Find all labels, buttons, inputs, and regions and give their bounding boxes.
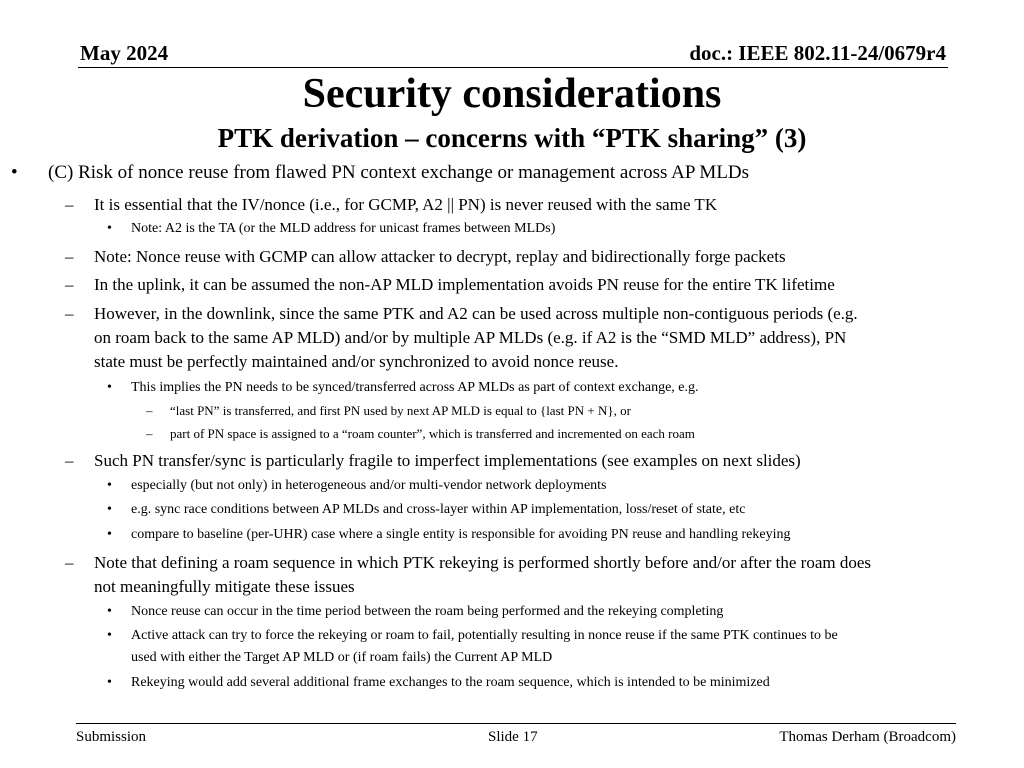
- header-doc-id: doc.: IEEE 802.11-24/0679r4: [689, 41, 946, 65]
- bullet-l1: Note that defining a roam sequence in which PTK rekeying is performed shortly before and/or after the roam does: [94, 553, 872, 572]
- bullet-l2: especially (but not only) in heterogeneous and/or multi-vendor network deployments: [131, 478, 607, 493]
- bullet-marker: •: [107, 675, 112, 690]
- bullet-marker: •: [107, 478, 112, 493]
- bullet-l0: (C) Risk of nonce reuse from flawed PN context exchange or management across AP MLDs: [48, 162, 750, 183]
- dash-marker: –: [65, 247, 74, 266]
- dash-marker: –: [146, 403, 153, 418]
- bullet-l1-cont: not meaningfully mitigate these issues: [94, 577, 355, 596]
- slide-subtitle: PTK derivation – concerns with “PTK sharing” (3): [217, 123, 807, 153]
- bullet-l2: Active attack can try to force the rekeying or roam to fail, potentially resulting in nonce reuse if the same PTK continues to be: [131, 628, 838, 643]
- bullet-l1: In the uplink, it can be assumed the non-AP MLD implementation avoids PN reuse for the entire TK lifetime: [94, 275, 835, 294]
- bullet-marker: •: [107, 380, 112, 395]
- bullet-l2: Note: A2 is the TA (or the MLD address for unicast frames between MLDs): [131, 221, 556, 236]
- bullet-marker: •: [107, 628, 112, 643]
- dash-marker: –: [146, 426, 153, 441]
- bullet-l1-cont: on roam back to the same AP MLD) and/or by multiple AP MLDs (e.g. if A2 is the “SMD MLD” address), PN: [94, 328, 847, 347]
- bullet-l3: “last PN” is transferred, and first PN used by next AP MLD is equal to {last PN + N}, or: [170, 403, 631, 418]
- footer-divider: [76, 723, 956, 724]
- header-date: May 2024: [80, 41, 169, 65]
- bullet-l2-cont: used with either the Target AP MLD or (if roam fails) the Current AP MLD: [131, 650, 553, 665]
- bullet-l1: Note: Nonce reuse with GCMP can allow attacker to decrypt, replay and bidirectionally forge packets: [94, 247, 786, 266]
- bullet-l2: Rekeying would add several additional frame exchanges to the roam sequence, which is intended to be minimized: [131, 675, 770, 690]
- bullet-l1: Such PN transfer/sync is particularly fragile to imperfect implementations (see examples on next slides): [94, 451, 801, 470]
- dash-marker: –: [65, 304, 74, 323]
- bullet-marker: •: [107, 527, 112, 542]
- footer-slide-number: Slide 17: [488, 729, 538, 745]
- bullet-marker: •: [11, 162, 18, 183]
- dash-marker: –: [65, 195, 74, 214]
- bullet-l2: This implies the PN needs to be synced/transferred across AP MLDs as part of context exchange, e.g.: [131, 380, 699, 395]
- dash-marker: –: [65, 275, 74, 294]
- bullet-l2: e.g. sync race conditions between AP MLDs and cross-layer within AP implementation, loss/reset of state, etc: [131, 502, 746, 517]
- bullet-l2: compare to baseline (per-UHR) case where a single entity is responsible for avoiding PN reuse and handling rekeying: [131, 527, 791, 542]
- bullet-marker: •: [107, 221, 112, 236]
- footer-author: Thomas Derham (Broadcom): [779, 729, 956, 745]
- dash-marker: –: [65, 553, 74, 572]
- slide-title: Security considerations: [302, 71, 722, 117]
- bullet-l3: part of PN space is assigned to a “roam counter”, which is transferred and incremented on each roam: [170, 426, 695, 441]
- footer-submission: Submission: [76, 729, 147, 745]
- bullet-marker: •: [107, 502, 112, 517]
- bullet-l1: However, in the downlink, since the same PTK and A2 can be used across multiple non-contiguous periods (e.g.: [94, 304, 858, 323]
- bullet-l1-cont: state must be perfectly maintained and/or synchronized to avoid nonce reuse.: [94, 352, 619, 371]
- bullet-marker: •: [107, 604, 112, 619]
- dash-marker: –: [65, 451, 74, 470]
- bullet-l1: It is essential that the IV/nonce (i.e., for GCMP, A2 || PN) is never reused with the same TK: [94, 195, 718, 214]
- bullet-l2: Nonce reuse can occur in the time period between the roam being performed and the rekeying completing: [131, 604, 724, 619]
